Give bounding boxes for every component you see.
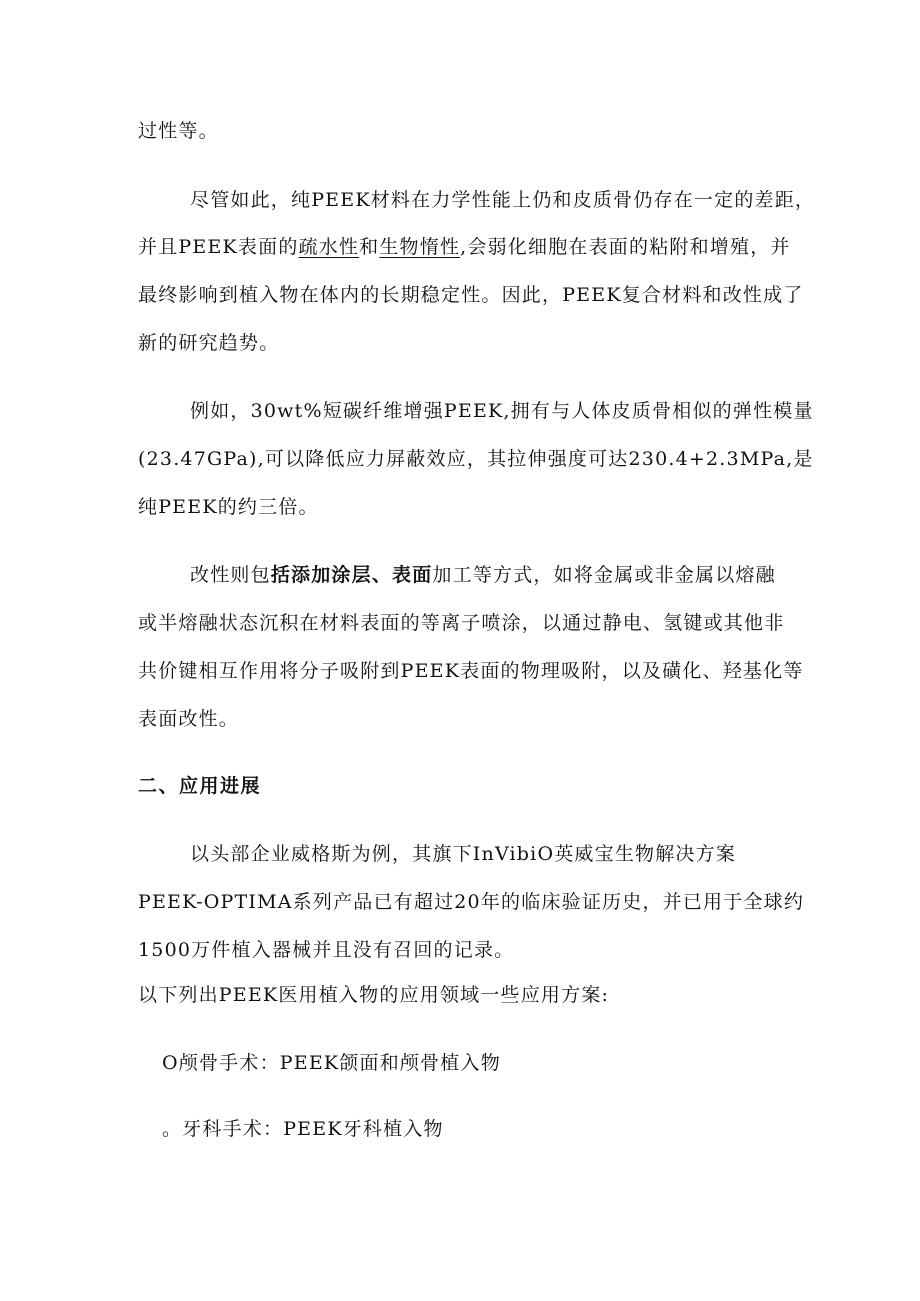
underlined-term: 疏水性 xyxy=(298,236,360,258)
section-heading: 二、应用进展 xyxy=(138,775,262,797)
paragraph-line: 最终影响到植入物在体内的长期稳定性。因此，PEEK复合材料和改性成了 xyxy=(138,284,804,306)
text-run: 并且PEEK表面的 xyxy=(138,236,299,258)
paragraph-line: 或半熔融状态沉积在材料表面的等离子喷涂，以通过静电、氢键或其他非 xyxy=(138,612,785,634)
paragraph-line: 共价键相互作用将分子吸附到PEEK表面的物理吸附，以及磺化、羟基化等 xyxy=(138,660,804,682)
paragraph-line: 例如，30wt%短碳纤维增强PEEK,拥有与人体皮质骨相似的弹性模量 xyxy=(190,400,814,422)
text-run: 和 xyxy=(359,236,380,258)
paragraph-line: 尽管如此，纯PEEK材料在力学性能上仍和皮质骨仍存在一定的差距， xyxy=(190,189,816,211)
paragraph-line: 过性等。 xyxy=(138,120,219,142)
paragraph-line: 表面改性。 xyxy=(138,708,240,730)
paragraph-line: 以头部企业威格斯为例，其旗下InVibiO英威宝生物解决方案 xyxy=(190,843,737,865)
paragraph-line xyxy=(190,562,776,588)
paragraph-line: (23.47GPa),可以降低应力屏蔽效应，其拉伸强度可达230.4+2.3MPa,是 xyxy=(138,448,814,470)
paragraph-line: 1500万件植入器械并且没有召回的记录。 xyxy=(138,939,515,961)
bold-text: 括添加涂层、表面 xyxy=(270,564,433,586)
text-run: ,会弱化细胞在表面的粘附和增殖，并 xyxy=(460,236,791,258)
list-item: O颅骨手术：PEEK颌面和颅骨植入物 xyxy=(162,1052,501,1074)
paragraph-line: PEEK-OPTIMA系列产品已有超过20年的临床验证历史，并已用于全球约 xyxy=(138,891,805,913)
paragraph-line: 新的研究趋势。 xyxy=(138,332,280,354)
text-run: 加工等方式，如将金属或非金属以熔融 xyxy=(432,564,776,586)
paragraph-line: 纯PEEK的约三倍。 xyxy=(138,496,319,518)
list-item: 。牙科手术：PEEK牙科植入物 xyxy=(162,1118,444,1140)
underlined-term: 生物惰性 xyxy=(379,236,461,258)
paragraph-line: 以下列出PEEK医用植入物的应用领域一些应用方案: xyxy=(138,984,610,1006)
text-run: 改性则包 xyxy=(190,564,271,586)
paragraph-line xyxy=(138,234,791,260)
